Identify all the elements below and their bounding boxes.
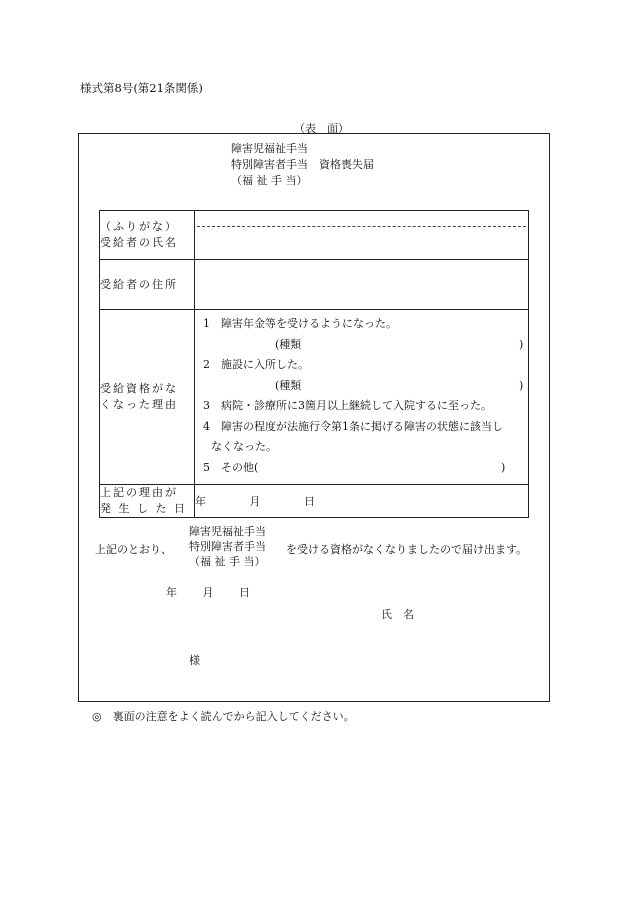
reason-label: 受給資格がな くなった理由 — [100, 310, 195, 485]
addressee-honorific: 様 — [189, 654, 200, 667]
signature-name-label: 氏 名 — [381, 608, 414, 621]
confirmation-prefix: 上記のとおり、 — [95, 543, 172, 556]
reason-3[interactable]: 3 病院・診療所に3箇月以上継続して入院するに至った。 — [203, 399, 492, 412]
date-row — [100, 485, 529, 518]
name-label: （ふりがな） 受給者の氏名 — [100, 211, 195, 260]
reason-4-cont: なくなった。 — [211, 440, 277, 453]
date-label: 上記の理由が 発 生 し た 日 — [100, 485, 195, 518]
furigana-divider — [197, 226, 526, 227]
name-field[interactable] — [195, 211, 529, 260]
form-number: 様式第8号(第21条関係) — [80, 81, 203, 95]
occurrence-date-field[interactable]: 年 月 日 — [195, 485, 529, 518]
submission-date[interactable]: 年 月 日 — [166, 586, 250, 599]
reason-1[interactable]: 1 障害年金等を受けるようになった。 — [203, 317, 397, 330]
title-line-3: （福 祉 手 当） — [231, 174, 308, 187]
confirmation-suffix: を受ける資格がなくなりましたので届け出ます。 — [286, 543, 528, 556]
reason-2[interactable]: 2 施設に入所した。 — [203, 358, 309, 371]
reason-options — [195, 310, 529, 485]
footer-note: ◎ 裏面の注意をよく読んでから記入してください。 — [92, 710, 355, 723]
reason-row — [100, 310, 529, 485]
reason-1-kind[interactable]: (種類 ) — [275, 337, 524, 351]
title-line-2: 特別障害者手当 資格喪失届 — [231, 158, 374, 171]
address-label: 受給者の住所 — [100, 260, 195, 310]
address-field[interactable] — [195, 260, 529, 310]
name-row — [100, 211, 529, 260]
form-table — [99, 210, 529, 518]
reason-4[interactable]: 4 障害の程度が法施行令第1条に掲げる障害の状態に該当し — [203, 419, 503, 433]
allowance-names: 障害児福祉手当 特別障害者手当 （福 祉 手 当） — [189, 525, 266, 568]
form-title — [231, 141, 374, 189]
side-label: （表 面） — [294, 122, 349, 135]
reason-5[interactable]: 5 その他( ) — [203, 460, 506, 474]
address-row — [100, 260, 529, 310]
title-line-1: 障害児福祉手当 — [231, 142, 308, 155]
reason-2-kind[interactable]: (種類 ) — [275, 378, 524, 392]
